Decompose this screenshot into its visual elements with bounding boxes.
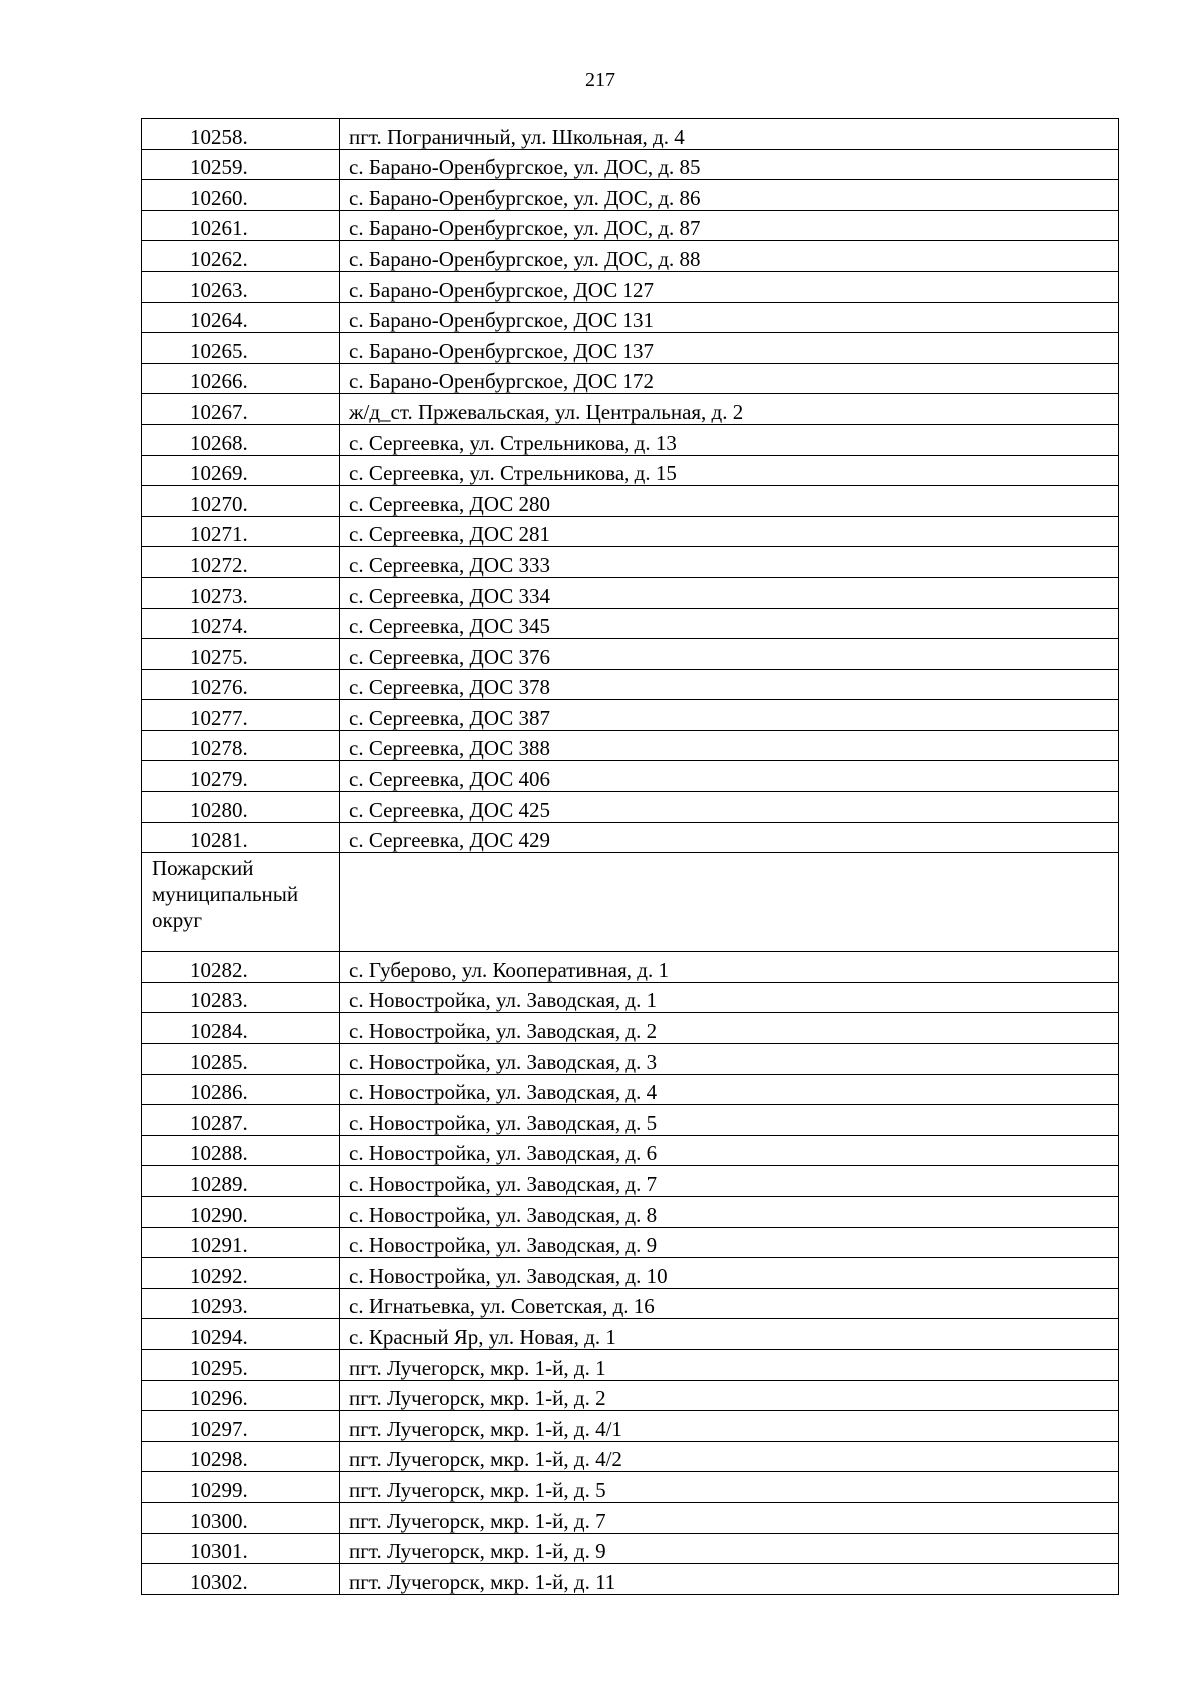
- section-label-cell: [142, 853, 340, 952]
- address-cell: с. Красный Яр, ул. Новая, д. 1: [340, 1319, 1119, 1350]
- table-row: [142, 1380, 1119, 1411]
- table-row: [142, 1074, 1119, 1105]
- table-row: [142, 363, 1119, 394]
- address-cell: с. Барано-Оренбургское, ул. ДОС, д. 85: [340, 149, 1119, 180]
- row-number-cell: 10297.: [142, 1411, 340, 1442]
- row-number-cell: 10287.: [142, 1105, 340, 1136]
- row-number-cell: 10264.: [142, 302, 340, 333]
- row-number-cell: 10274.: [142, 608, 340, 639]
- address-cell: с. Сергеевка, ДОС 429: [340, 822, 1119, 853]
- address-registry-table: [141, 118, 1119, 1595]
- table-row: [142, 577, 1119, 608]
- table-row: [142, 241, 1119, 272]
- row-number-cell: 10259.: [142, 149, 340, 180]
- table-row: [142, 1044, 1119, 1075]
- row-number-cell: 10296.: [142, 1380, 340, 1411]
- table-row: [142, 119, 1119, 150]
- address-cell: пгт. Лучегорск, мкр. 1-й, д. 11: [340, 1564, 1119, 1595]
- address-cell: с. Новостройка, ул. Заводская, д. 4: [340, 1074, 1119, 1105]
- row-number-cell: 10295.: [142, 1349, 340, 1380]
- table-row: [142, 1319, 1119, 1350]
- address-cell: пгт. Лучегорск, мкр. 1-й, д. 2: [340, 1380, 1119, 1411]
- address-cell: с. Губерово, ул. Кооперативная, д. 1: [340, 952, 1119, 983]
- table-row: [142, 271, 1119, 302]
- row-number-cell: 10294.: [142, 1319, 340, 1350]
- row-number-cell: 10260.: [142, 180, 340, 211]
- table-row: [142, 1349, 1119, 1380]
- row-number-cell: 10292.: [142, 1258, 340, 1289]
- address-cell: с. Сергеевка, ДОС 388: [340, 730, 1119, 761]
- address-cell: с. Барано-Оренбургское, ул. ДОС, д. 86: [340, 180, 1119, 211]
- address-cell: с. Барано-Оренбургское, ДОС 137: [340, 333, 1119, 364]
- table-row: [142, 1258, 1119, 1289]
- row-number-cell: 10293.: [142, 1288, 340, 1319]
- address-cell: с. Сергеевка, ДОС 378: [340, 669, 1119, 700]
- address-cell: пгт. Лучегорск, мкр. 1-й, д. 4/2: [340, 1441, 1119, 1472]
- row-number-cell: 10276.: [142, 669, 340, 700]
- address-cell: с. Новостройка, ул. Заводская, д. 1: [340, 982, 1119, 1013]
- table-row: [142, 792, 1119, 823]
- row-number-cell: 10280.: [142, 792, 340, 823]
- row-number-cell: 10299.: [142, 1472, 340, 1503]
- table-row: [142, 1411, 1119, 1442]
- table-row: [142, 608, 1119, 639]
- row-number-cell: 10302.: [142, 1564, 340, 1595]
- table-row: [142, 210, 1119, 241]
- table-row: [142, 730, 1119, 761]
- address-cell: с. Игнатьевка, ул. Советская, д. 16: [340, 1288, 1119, 1319]
- table-row: [142, 1533, 1119, 1564]
- address-cell: с. Сергеевка, ДОС 280: [340, 486, 1119, 517]
- address-cell: с. Новостройка, ул. Заводская, д. 5: [340, 1105, 1119, 1136]
- row-number-cell: 10290.: [142, 1197, 340, 1228]
- row-number-cell: 10300.: [142, 1502, 340, 1533]
- address-cell: с. Новостройка, ул. Заводская, д. 3: [340, 1044, 1119, 1075]
- section-label-line: округ: [152, 908, 203, 933]
- table-body: [142, 119, 1119, 1595]
- row-number-cell: 10298.: [142, 1441, 340, 1472]
- table-row: [142, 669, 1119, 700]
- table-row: [142, 180, 1119, 211]
- table-row: [142, 822, 1119, 853]
- row-number-cell: 10267.: [142, 394, 340, 425]
- address-cell: с. Сергеевка, ДОС 425: [340, 792, 1119, 823]
- address-cell: ж/д_ст. Пржевальская, ул. Центральная, д. 2: [340, 394, 1119, 425]
- address-cell: с. Барано-Оренбургское, ДОС 131: [340, 302, 1119, 333]
- table-row: [142, 486, 1119, 517]
- table-row: [142, 455, 1119, 486]
- address-cell: с. Барано-Оренбургское, ДОС 172: [340, 363, 1119, 394]
- row-number-cell: 10278.: [142, 730, 340, 761]
- row-number-cell: 10277.: [142, 700, 340, 731]
- address-cell: с. Сергеевка, ДОС 281: [340, 516, 1119, 547]
- table-row: [142, 1105, 1119, 1136]
- table-row: [142, 1227, 1119, 1258]
- address-cell: с. Сергеевка, ДОС 333: [340, 547, 1119, 578]
- table-row: [142, 1288, 1119, 1319]
- address-cell: с. Новостройка, ул. Заводская, д. 8: [340, 1197, 1119, 1228]
- address-cell: пгт. Лучегорск, мкр. 1-й, д. 4/1: [340, 1411, 1119, 1442]
- section-empty-cell: [340, 853, 1119, 952]
- row-number-cell: 10272.: [142, 547, 340, 578]
- table-row: [142, 1013, 1119, 1044]
- address-cell: с. Барано-Оренбургское, ул. ДОС, д. 87: [340, 210, 1119, 241]
- table-row: [142, 547, 1119, 578]
- address-cell: с. Новостройка, ул. Заводская, д. 9: [340, 1227, 1119, 1258]
- address-cell: с. Сергеевка, ул. Стрельникова, д. 15: [340, 455, 1119, 486]
- row-number-cell: 10266.: [142, 363, 340, 394]
- row-number-cell: 10258.: [142, 119, 340, 150]
- section-label-line: муниципальный: [152, 882, 299, 907]
- table-row: [142, 982, 1119, 1013]
- table-row: [142, 952, 1119, 983]
- row-number-cell: 10286.: [142, 1074, 340, 1105]
- table-row: [142, 1197, 1119, 1228]
- table-row: [142, 516, 1119, 547]
- address-cell: пгт. Лучегорск, мкр. 1-й, д. 1: [340, 1349, 1119, 1380]
- row-number-cell: 10270.: [142, 486, 340, 517]
- row-number-cell: 10301.: [142, 1533, 340, 1564]
- table-row: [142, 1564, 1119, 1595]
- address-cell: с. Новостройка, ул. Заводская, д. 10: [340, 1258, 1119, 1289]
- table-row: [142, 394, 1119, 425]
- address-cell: с. Сергеевка, ДОС 376: [340, 639, 1119, 670]
- table-row: [142, 424, 1119, 455]
- row-number-cell: 10265.: [142, 333, 340, 364]
- row-number-cell: 10271.: [142, 516, 340, 547]
- row-number-cell: 10282.: [142, 952, 340, 983]
- address-cell: с. Сергеевка, ДОС 387: [340, 700, 1119, 731]
- section-header-row: [142, 853, 1119, 952]
- table-row: [142, 302, 1119, 333]
- address-cell: с. Сергеевка, ул. Стрельникова, д. 13: [340, 424, 1119, 455]
- table-row: [142, 149, 1119, 180]
- table-row: [142, 639, 1119, 670]
- row-number-cell: 10273.: [142, 577, 340, 608]
- table-row: [142, 1166, 1119, 1197]
- table-row: [142, 1472, 1119, 1503]
- section-label-line: Пожарский: [152, 856, 254, 881]
- row-number-cell: 10279.: [142, 761, 340, 792]
- address-cell: с. Новостройка, ул. Заводская, д. 7: [340, 1166, 1119, 1197]
- row-number-cell: 10261.: [142, 210, 340, 241]
- row-number-cell: 10285.: [142, 1044, 340, 1075]
- address-cell: с. Сергеевка, ДОС 406: [340, 761, 1119, 792]
- row-number-cell: 10268.: [142, 424, 340, 455]
- table-row: [142, 1441, 1119, 1472]
- address-cell: пгт. Лучегорск, мкр. 1-й, д. 7: [340, 1502, 1119, 1533]
- address-cell: с. Сергеевка, ДОС 345: [340, 608, 1119, 639]
- row-number-cell: 10281.: [142, 822, 340, 853]
- row-number-cell: 10269.: [142, 455, 340, 486]
- table-row: [142, 333, 1119, 364]
- table-row: [142, 1502, 1119, 1533]
- page-number: 217: [585, 69, 615, 91]
- address-cell: пгт. Лучегорск, мкр. 1-й, д. 5: [340, 1472, 1119, 1503]
- row-number-cell: 10262.: [142, 241, 340, 272]
- row-number-cell: 10288.: [142, 1135, 340, 1166]
- address-cell: пгт. Пограничный, ул. Школьная, д. 4: [340, 119, 1119, 150]
- row-number-cell: 10283.: [142, 982, 340, 1013]
- table-row: [142, 761, 1119, 792]
- row-number-cell: 10263.: [142, 271, 340, 302]
- table-row: [142, 700, 1119, 731]
- table-row: [142, 1135, 1119, 1166]
- address-cell: с. Новостройка, ул. Заводская, д. 6: [340, 1135, 1119, 1166]
- row-number-cell: 10289.: [142, 1166, 340, 1197]
- row-number-cell: 10275.: [142, 639, 340, 670]
- row-number-cell: 10291.: [142, 1227, 340, 1258]
- address-cell: с. Новостройка, ул. Заводская, д. 2: [340, 1013, 1119, 1044]
- address-cell: с. Барано-Оренбургское, ДОС 127: [340, 271, 1119, 302]
- row-number-cell: 10284.: [142, 1013, 340, 1044]
- address-cell: с. Сергеевка, ДОС 334: [340, 577, 1119, 608]
- address-cell: пгт. Лучегорск, мкр. 1-й, д. 9: [340, 1533, 1119, 1564]
- address-cell: с. Барано-Оренбургское, ул. ДОС, д. 88: [340, 241, 1119, 272]
